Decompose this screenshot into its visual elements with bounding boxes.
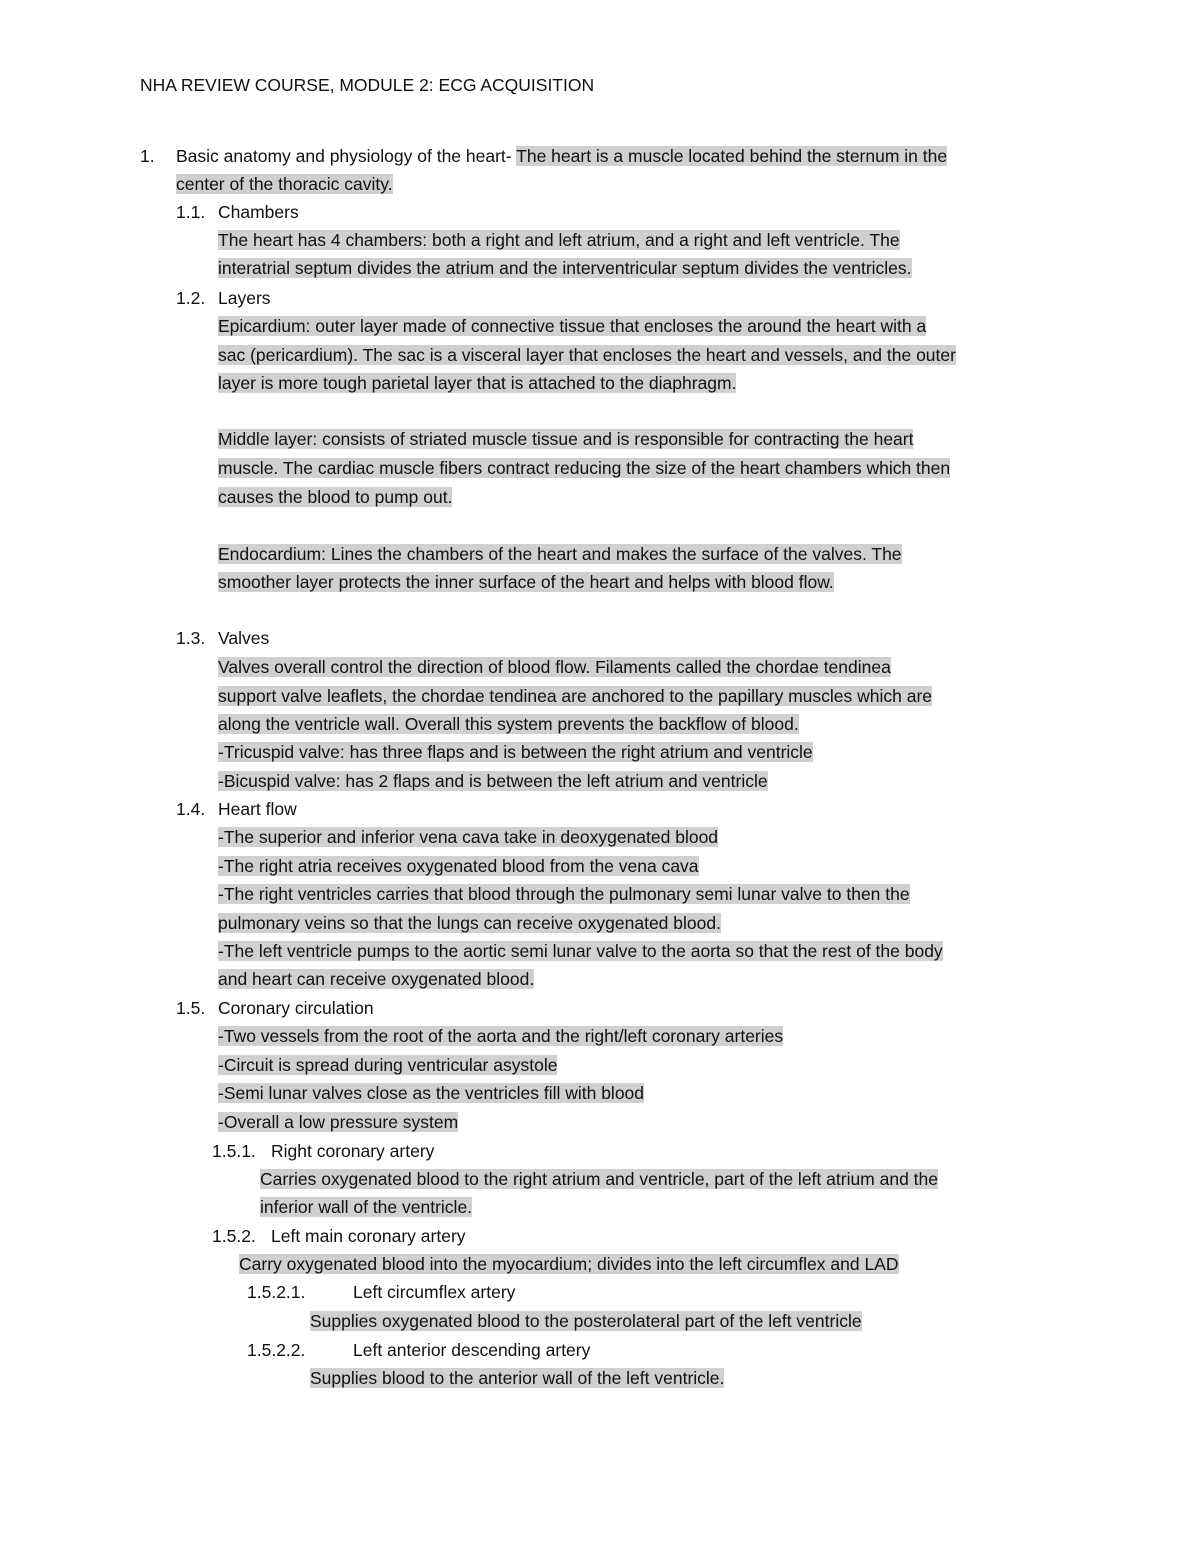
highlighted-text: -The right atria receives oxygenated blood from the vena cava bbox=[218, 856, 699, 876]
body-line bbox=[218, 1108, 458, 1136]
highlighted-text: -The right ventricles carries that blood through the pulmonary semi lunar valve to then the bbox=[218, 884, 910, 904]
highlighted-text: Middle layer: consists of striated muscle tissue and is responsible for contracting the heart bbox=[218, 429, 914, 449]
body-line bbox=[218, 767, 768, 795]
body-line bbox=[218, 880, 910, 908]
body-line bbox=[218, 1022, 783, 1050]
highlighted-text: muscle. The cardiac muscle fibers contract reducing the size of the heart chambers which then bbox=[218, 458, 951, 478]
highlighted-text: -The superior and inferior vena cava take in deoxygenated blood bbox=[218, 827, 719, 847]
subsection-number: 1.4. bbox=[176, 799, 206, 819]
body-line bbox=[218, 341, 956, 369]
body-line bbox=[260, 1165, 938, 1193]
subsection-heading: Valves bbox=[218, 628, 270, 648]
body-line bbox=[310, 1307, 862, 1335]
level4-number: 1.5.2.2. bbox=[247, 1340, 306, 1360]
highlighted-text: Supplies blood to the anterior wall of the left ventricle. bbox=[310, 1368, 725, 1388]
highlighted-text: -Bicuspid valve: has 2 flaps and is between the left atrium and ventricle bbox=[218, 771, 768, 791]
section-intro-highlight: The heart is a muscle located behind the sternum in the bbox=[516, 146, 948, 166]
body-line bbox=[218, 682, 932, 710]
subsection-heading: Heart flow bbox=[218, 799, 297, 819]
body-line bbox=[239, 1250, 899, 1278]
highlighted-text: -Overall a low pressure system bbox=[218, 1112, 459, 1132]
highlighted-text: smoother layer protects the inner surface of the heart and helps with blood flow. bbox=[218, 572, 834, 592]
body-line bbox=[218, 254, 912, 282]
highlighted-text: along the ventricle wall. Overall this system prevents the backflow of blood. bbox=[218, 714, 799, 734]
section-intro-highlight: center of the thoracic cavity. bbox=[176, 174, 393, 194]
body-line bbox=[218, 738, 813, 766]
body-line bbox=[218, 540, 902, 568]
highlighted-text: Epicardium: outer layer made of connective tissue that encloses the around the heart with a bbox=[218, 316, 927, 336]
level4-number: 1.5.2.1. bbox=[247, 1282, 306, 1302]
body-line bbox=[218, 823, 718, 851]
section-heading-line bbox=[176, 142, 947, 170]
body-line bbox=[218, 909, 721, 937]
body-line bbox=[218, 852, 699, 880]
subsubsection-heading: Right coronary artery bbox=[271, 1141, 435, 1161]
highlighted-text: and heart can receive oxygenated blood. bbox=[218, 969, 535, 989]
highlighted-text: sac (pericardium). The sac is a visceral layer that encloses the heart and vessels, and the outer bbox=[218, 345, 956, 365]
level4-heading: Left anterior descending artery bbox=[353, 1340, 591, 1360]
highlighted-text: support valve leaflets, the chordae tendinea are anchored to the papillary muscles which are bbox=[218, 686, 933, 706]
body-line bbox=[310, 1364, 724, 1392]
body-line bbox=[218, 937, 943, 965]
section-intro-line bbox=[176, 170, 393, 198]
body-line bbox=[218, 1079, 644, 1107]
highlighted-text: -Semi lunar valves close as the ventricles fill with blood bbox=[218, 1083, 645, 1103]
highlighted-text: Endocardium: Lines the chambers of the heart and makes the surface of the valves. The bbox=[218, 544, 902, 564]
body-line bbox=[218, 312, 926, 340]
highlighted-text: -The left ventricle pumps to the aortic semi lunar valve to the aorta so that the rest of the body bbox=[218, 941, 943, 961]
subsubsection-heading: Left main coronary artery bbox=[271, 1226, 466, 1246]
subsection-number: 1.1. bbox=[176, 202, 206, 222]
subsubsection-number: 1.5.1. bbox=[212, 1141, 256, 1161]
body-line bbox=[218, 653, 891, 681]
highlighted-text: causes the blood to pump out. bbox=[218, 487, 453, 507]
highlighted-text: The heart has 4 chambers: both a right and left atrium, and a right and left ventricle. The bbox=[218, 230, 900, 250]
highlighted-text: inferior wall of the ventricle. bbox=[260, 1197, 473, 1217]
body-line bbox=[218, 965, 534, 993]
highlighted-text: Carries oxygenated blood to the right atrium and ventricle, part of the left atrium and the bbox=[260, 1169, 939, 1189]
highlighted-text: Carry oxygenated blood into the myocardium; divides into the left circumflex and LAD bbox=[239, 1254, 899, 1274]
page-title: NHA REVIEW COURSE, MODULE 2: ECG ACQUISITION bbox=[140, 75, 595, 95]
body-line bbox=[218, 568, 834, 596]
highlighted-text: -Circuit is spread during ventricular asystole bbox=[218, 1055, 558, 1075]
body-line bbox=[260, 1193, 472, 1221]
highlighted-text: -Tricuspid valve: has three flaps and is between the right atrium and ventricle bbox=[218, 742, 813, 762]
subsection-heading: Chambers bbox=[218, 202, 299, 222]
subsection-heading: Layers bbox=[218, 288, 271, 308]
body-line bbox=[218, 369, 736, 397]
highlighted-text: pulmonary veins so that the lungs can receive oxygenated blood. bbox=[218, 913, 721, 933]
subsection-number: 1.3. bbox=[176, 628, 206, 648]
subsection-number: 1.2. bbox=[176, 288, 206, 308]
level4-heading: Left circumflex artery bbox=[353, 1282, 516, 1302]
body-line bbox=[218, 710, 799, 738]
highlighted-text: Supplies oxygenated blood to the posterolateral part of the left ventricle bbox=[310, 1311, 862, 1331]
body-line bbox=[218, 1051, 557, 1079]
highlighted-text: -Two vessels from the root of the aorta and the right/left coronary arteries bbox=[218, 1026, 784, 1046]
section-number: 1. bbox=[140, 146, 155, 166]
highlighted-text: layer is more tough parietal layer that is attached to the diaphragm. bbox=[218, 373, 737, 393]
highlighted-text: interatrial septum divides the atrium and the interventricular septum divides the ventricles. bbox=[218, 258, 912, 278]
section-heading: Basic anatomy and physiology of the heart- bbox=[176, 146, 517, 166]
body-line bbox=[218, 425, 913, 453]
subsection-number: 1.5. bbox=[176, 998, 206, 1018]
body-line bbox=[218, 483, 452, 511]
highlighted-text: Valves overall control the direction of blood flow. Filaments called the chordae tendinea bbox=[218, 657, 891, 677]
body-line bbox=[218, 454, 950, 482]
subsubsection-number: 1.5.2. bbox=[212, 1226, 256, 1246]
body-line bbox=[218, 226, 900, 254]
subsection-heading: Coronary circulation bbox=[218, 998, 374, 1018]
